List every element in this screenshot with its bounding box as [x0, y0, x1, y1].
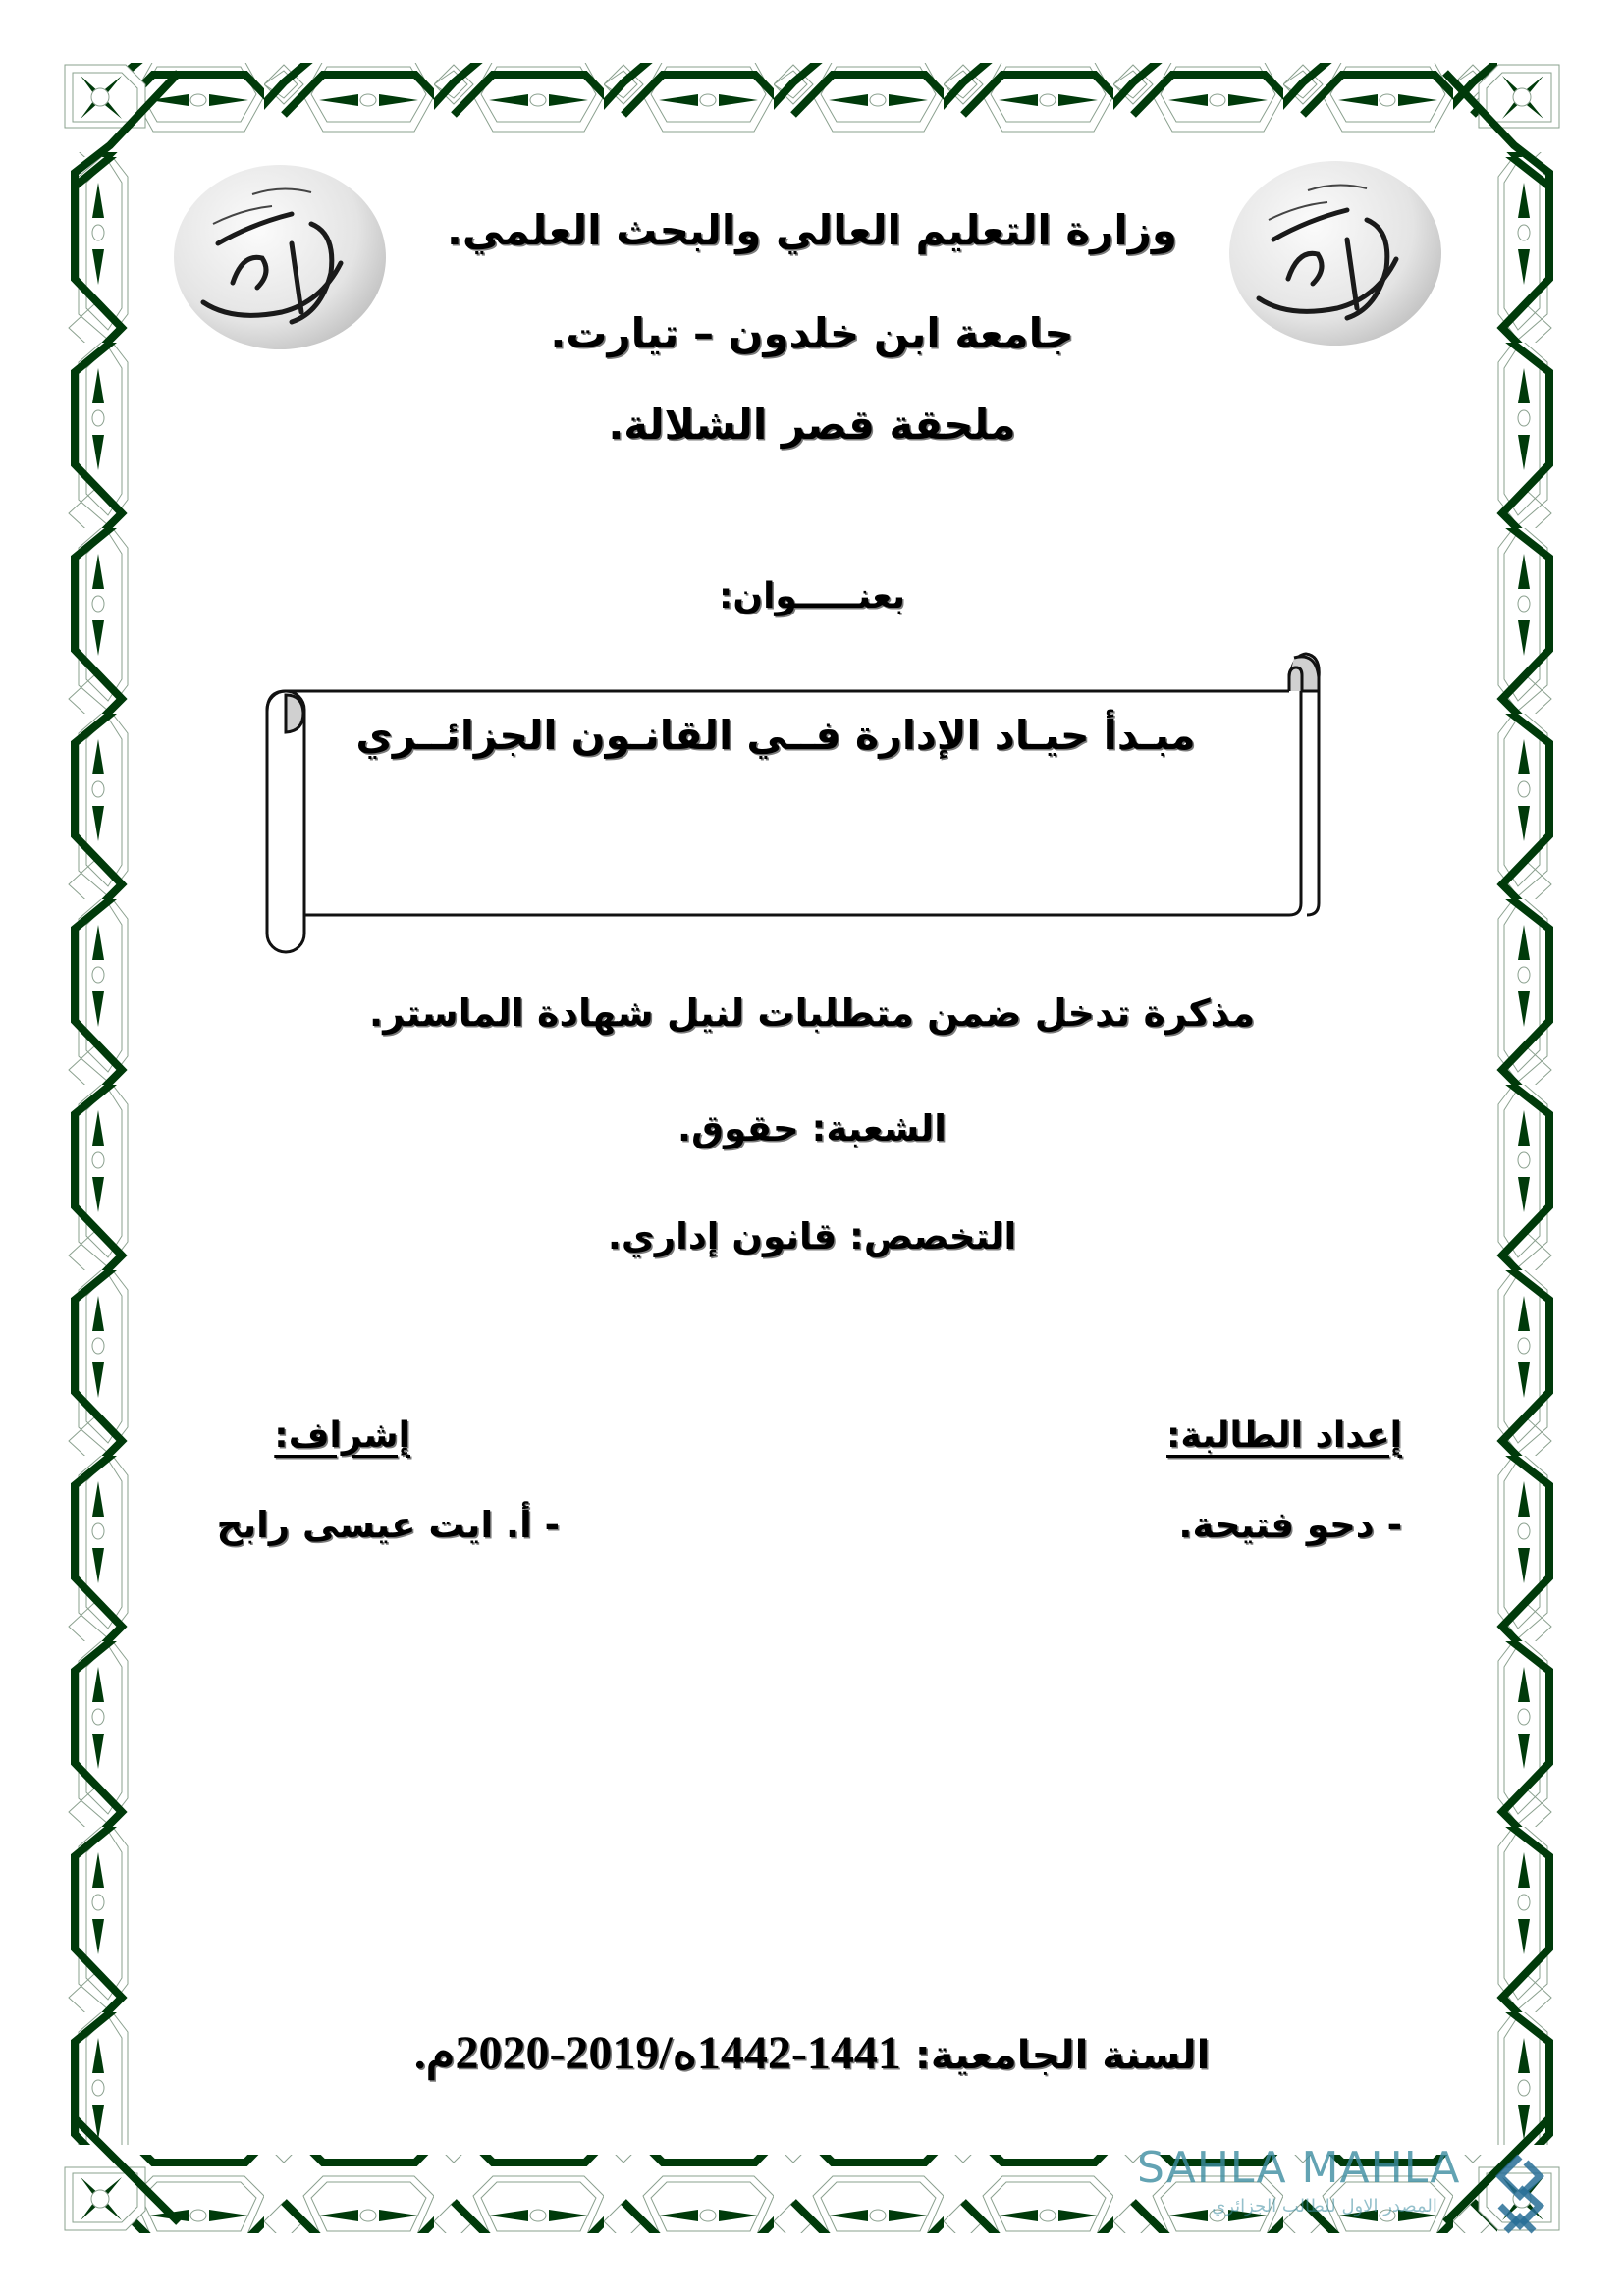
sahla-mahla-logo-icon — [1490, 2153, 1549, 2241]
watermark-tagline: المصدر الاول للطالب الجزائري — [1212, 2196, 1437, 2216]
ministry-name: وزارة التعليم العالي والبحث العلمي. — [446, 206, 1178, 254]
academic-year-value: 1441-1442ه/2019-2020م. — [413, 2027, 901, 2079]
title-scroll-banner — [267, 654, 1319, 952]
branch: الشعبة: حقوق. — [677, 1107, 947, 1149]
title-label: بعنـــــوان: — [718, 576, 906, 616]
specialty: التخصص: قانون إداري. — [607, 1215, 1017, 1257]
watermark-brand: SAHLA MAHLA — [1137, 2143, 1461, 2193]
annex-name: ملحقة قصر الشلالة. — [608, 400, 1016, 449]
supervisor-heading: إشراف: — [274, 1415, 410, 1456]
border-top — [128, 63, 1497, 141]
university-name: جامعة ابن خلدون – تيارت. — [550, 309, 1074, 357]
academic-year — [0, 2025, 1624, 2080]
sahla-mahla-watermark — [1137, 2143, 1549, 2251]
academic-year-label: السنة الجامعية: — [914, 2033, 1211, 2078]
degree-purpose: مذكرة تدخل ضمن متطلبات لنيل شهادة الماستر. — [368, 991, 1256, 1035]
supervisor-name: - أ. ايت عيسى رابح — [216, 1504, 560, 1546]
student-name: - دحو فتيحة. — [1178, 1504, 1402, 1546]
prepared-by-heading: إعداد الطالبة: — [1166, 1415, 1402, 1456]
thesis-title: مبـدأ حيـاد الإدارة فــي القانـون الجزائــري — [355, 712, 1196, 759]
